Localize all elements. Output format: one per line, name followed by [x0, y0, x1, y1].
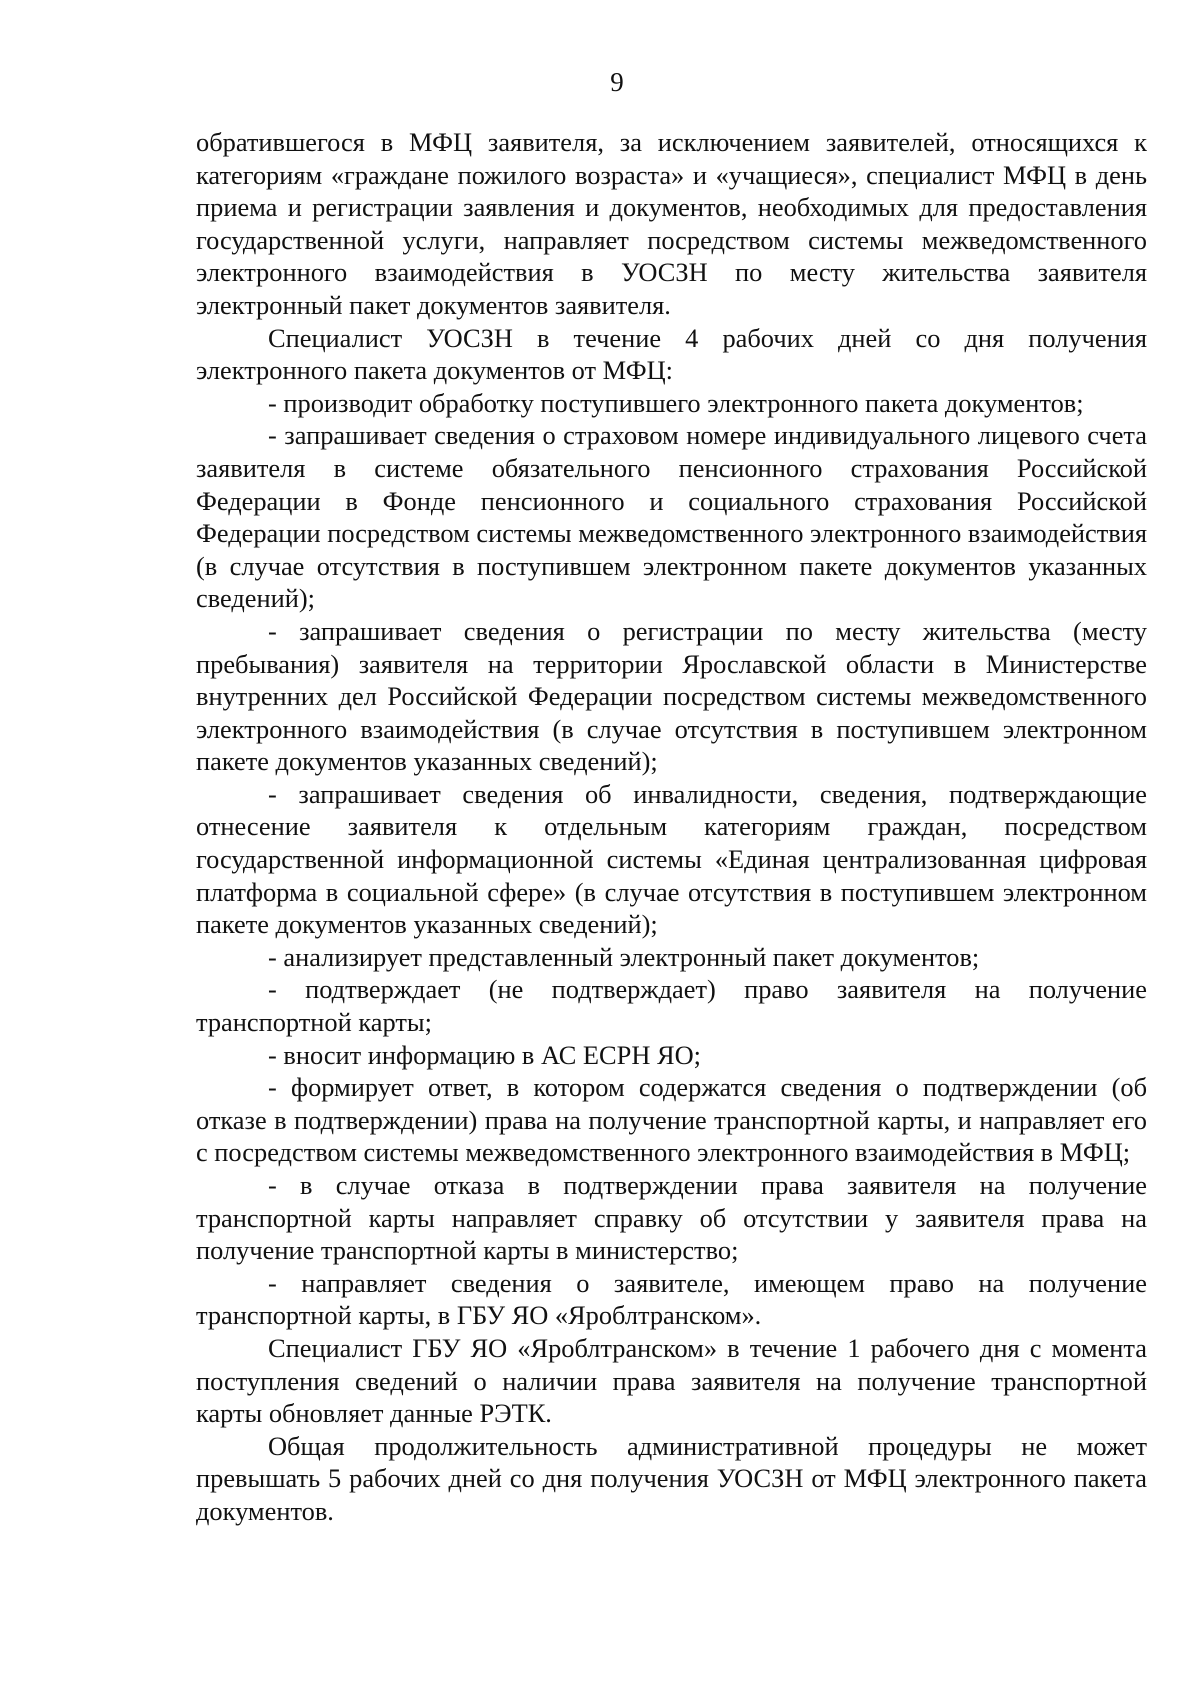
list-item-send-info: - направляет сведения о заявителе, имеющем право на получение транспортной карты, в ГБУ ЯО «Яроблтранском». — [196, 1267, 1147, 1331]
list-item-confirmation: - подтверждает (не подтверждает) право заявителя на получение транспортной карты; — [196, 974, 1147, 1038]
list-item-response: - формирует ответ, в котором содержатся сведения о подтверждении (об отказе в подтверждении) права на получение транспортной карты, и направляет его с посредством системы межведомственного электронного взаимодействия в МФЦ; — [196, 1072, 1147, 1168]
list-item-refusal: - в случае отказа в подтверждении права заявителя на получение транспортной карты направляет справку об отсутствии у заявителя права на получение транспортной карты в министерство; — [196, 1170, 1147, 1266]
list-item-snils-request: - запрашивает сведения о страховом номере индивидуального лицевого счета заявителя в системе обязательного пенсионного страхования Российской Федерации в Фонде пенсионного и социального страхования Российской Федерации посредством системы межведомственного электронного взаимодействия (в случае отсутствия в поступившем электронном пакете документов указанных сведений); — [196, 420, 1148, 614]
list-item-analysis: - анализирует представленный электронный пакет документов; — [268, 941, 980, 972]
list-item-registration-request: - запрашивает сведения о регистрации по месту жительства (месту пребывания) заявителя на территории Ярославской области в Министерстве внутренних дел Российской Федерации посредством системы межведомственного электронного взаимодействия (в случае отсутствия в поступившем электронном пакете документов указанных сведений); — [196, 615, 1147, 777]
paragraph-total-duration: Общая продолжительность административной процедуры не может превышать 5 рабочих дней со дня получения УОСЗН от МФЦ электронного пакета документов. — [196, 1430, 1147, 1526]
list-item-disability-request: - запрашивает сведения об инвалидности, сведения, подтверждающие отнесение заявителя к отдельным категориям граждан, посредством государственной информационной системы «Единая централизованная цифровая платформа в социальной сфере» (в случае отсутствия в поступившем электронном пакете документов указанных сведений); — [196, 778, 1147, 940]
page-number: 9 — [610, 67, 624, 97]
list-item-processing: - производит обработку поступившего электронного пакета документов; — [268, 387, 1084, 418]
list-item-data-entry: - вносит информацию в АС ЕСРН ЯО; — [268, 1039, 701, 1070]
paragraph-gbu-specialist: Специалист ГБУ ЯО «Яроблтранском» в течение 1 рабочего дня с момента поступления сведений о наличии права заявителя на получение транспортной карты обновляет данные РЭТК. — [196, 1332, 1147, 1429]
paragraph-uoszn-specialist: Специалист УОСЗН в течение 4 рабочих дней со дня получения электронного пакета документов от МФЦ: — [196, 322, 1147, 386]
paragraph-continuation: обратившегося в МФЦ заявителя, за исключением заявителей, относящихся к категориям «граждане пожилого возраста» и «учащиеся», специалист МФЦ в день приема и регистрации заявления и документов, необходимых для предоставления государственной услуги, направляет посредством системы межведомственного электронного взаимодействия в УОСЗН по месту жительства заявителя электронный пакет документов заявителя. — [196, 127, 1147, 320]
document-body — [196, 126, 1147, 1528]
